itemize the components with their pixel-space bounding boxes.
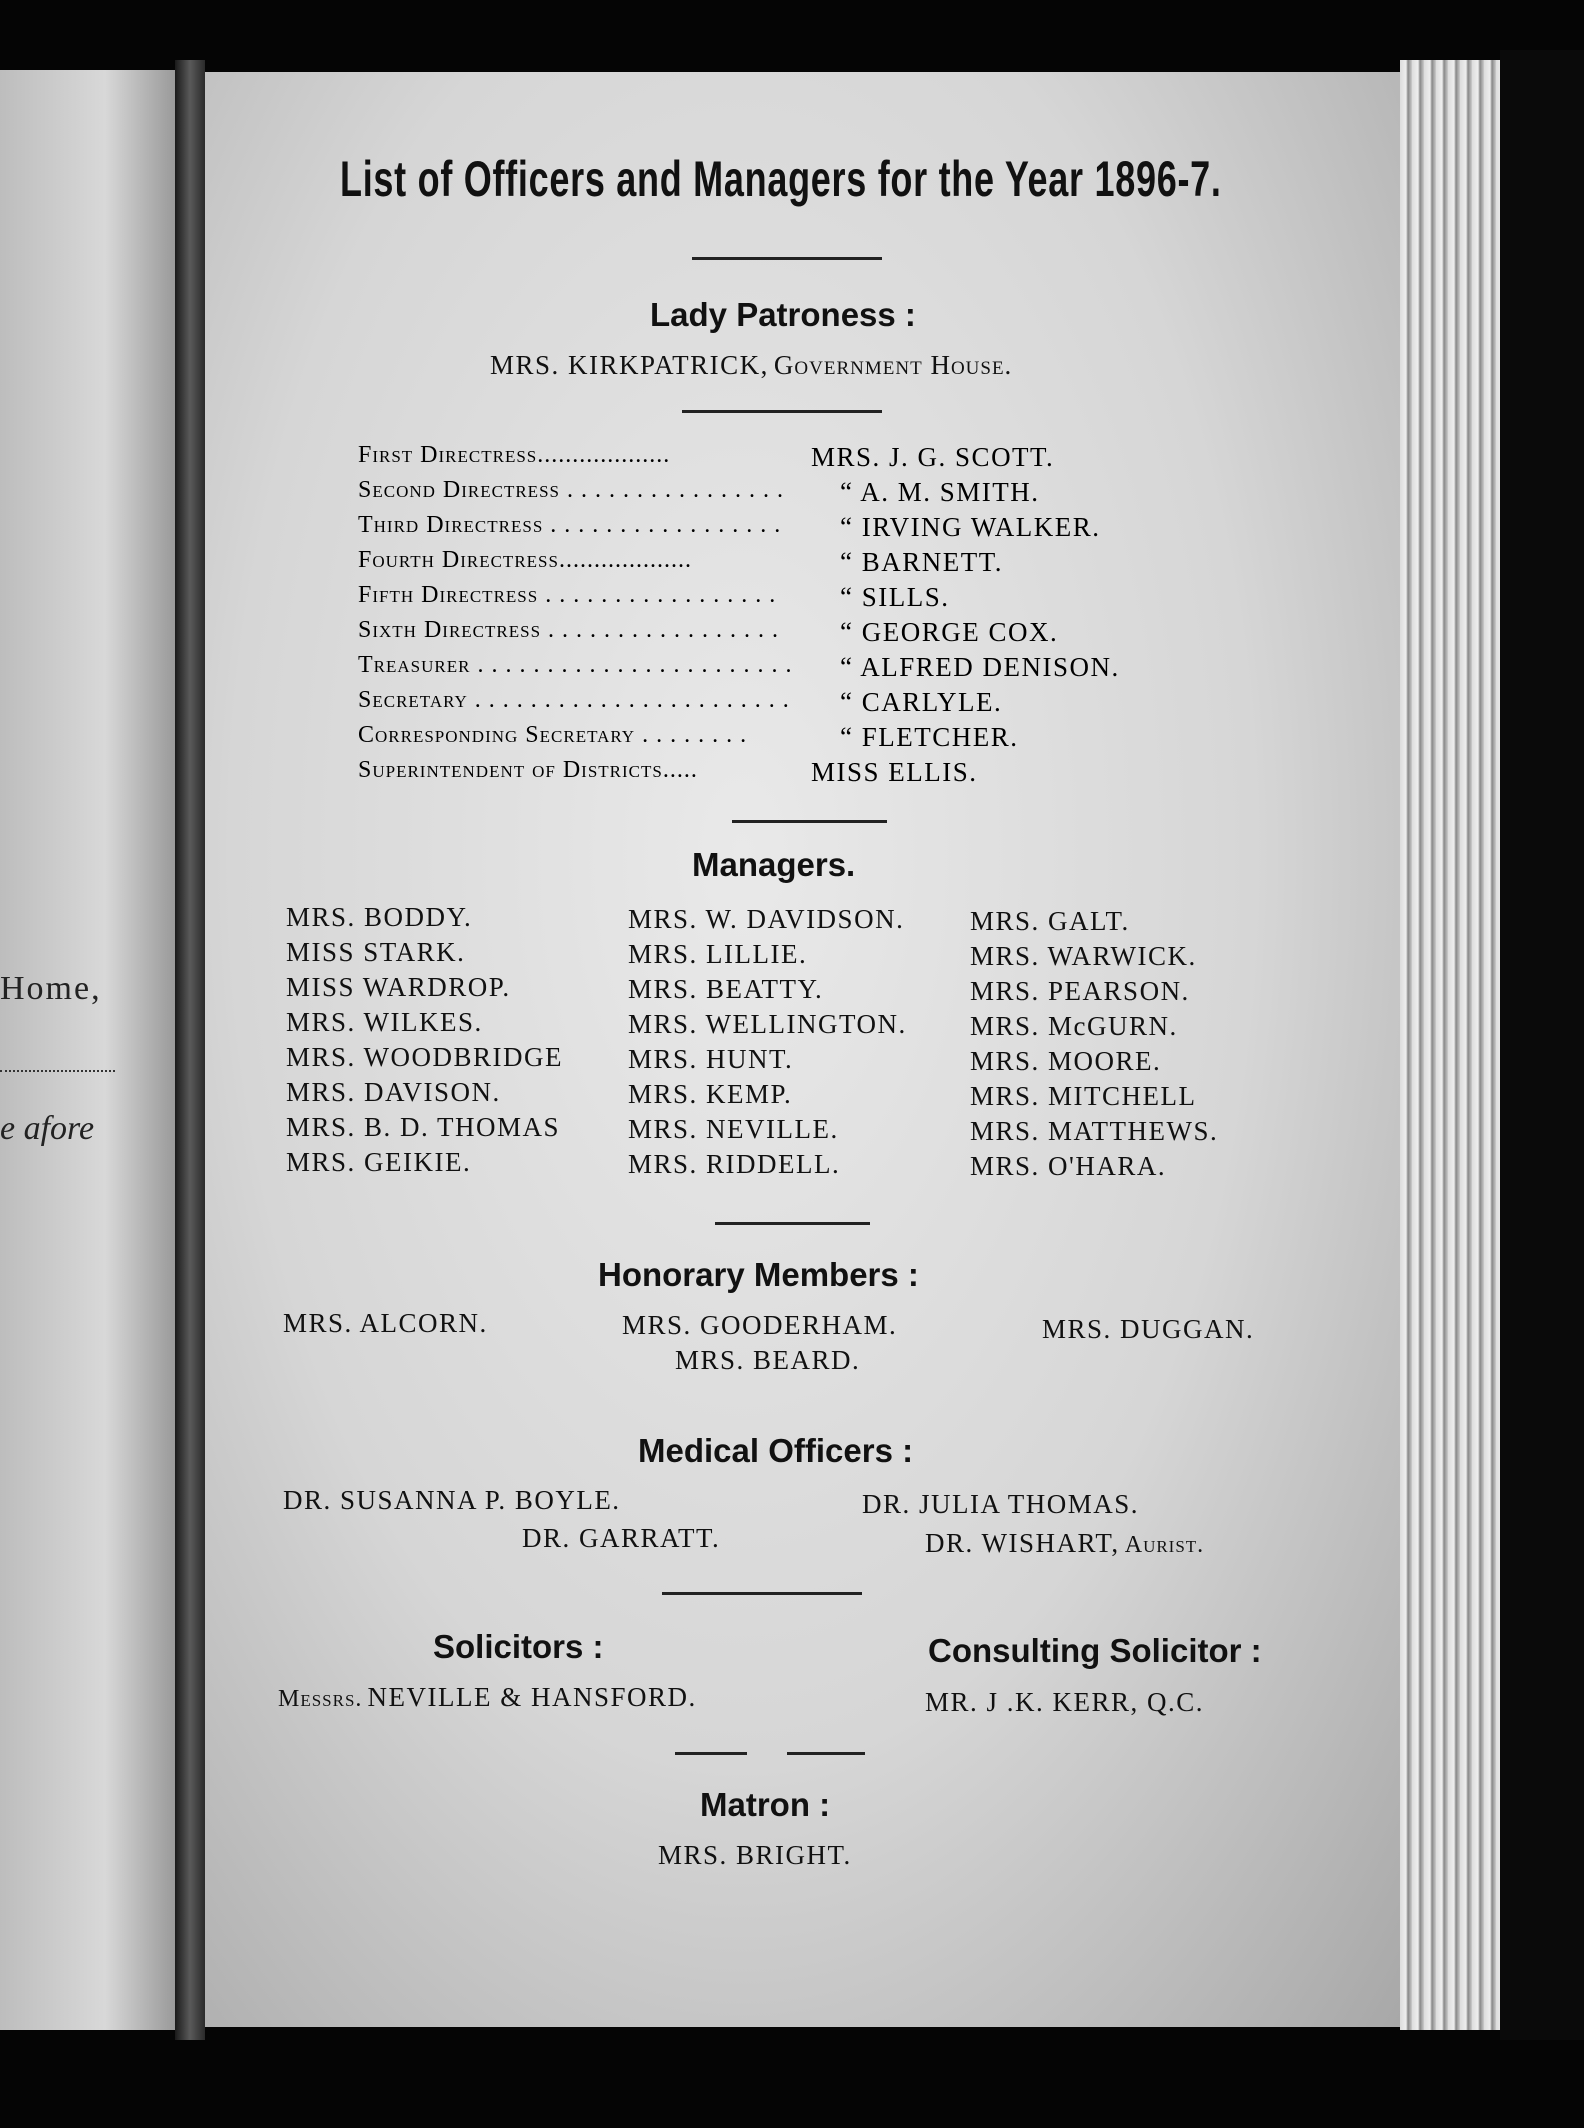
solicitors-heading: Solicitors : xyxy=(433,1628,604,1665)
officer-holder: “ A. M. SMITH. xyxy=(840,477,1040,507)
consulting-solicitor-heading: Consulting Solicitor : xyxy=(928,1632,1262,1669)
manager-name: MRS. GALT. xyxy=(970,906,1130,936)
solicitors-prefix: Messrs. xyxy=(278,1686,363,1712)
manager-name: MRS. O'HARA. xyxy=(970,1151,1167,1181)
manager-name: MRS. WARWICK. xyxy=(970,941,1197,971)
divider-rule xyxy=(675,1752,747,1755)
officer-row xyxy=(358,477,1178,511)
medical-officer-name: DR. GARRATT. xyxy=(522,1523,721,1553)
officer-role: Fifth Directress . . . . . . . . . . . . . . . . . xyxy=(358,582,777,608)
manager-name: MRS. W. DAVIDSON. xyxy=(628,904,905,934)
matron-heading: Matron : xyxy=(700,1786,831,1823)
manager-name: MRS. GEIKIE. xyxy=(286,1147,472,1177)
divider-rule xyxy=(787,1752,865,1755)
lady-patroness-name: MRS. KIRKPATRICK, xyxy=(490,350,769,380)
manager-name: MRS. MOORE. xyxy=(970,1046,1162,1076)
manager-name: MISS WARDROP. xyxy=(286,972,511,1002)
officer-holder: “ ALFRED DENISON. xyxy=(840,652,1120,682)
manager-name: MRS. BODDY. xyxy=(286,902,473,932)
managers-heading: Managers. xyxy=(692,846,856,883)
page-title: List of Officers and Managers for the Year 1896-7. xyxy=(340,151,1222,207)
officer-role: Corresponding Secretary . . . . . . . . xyxy=(358,722,748,748)
divider-rule xyxy=(732,820,887,823)
officer-row xyxy=(358,512,1178,546)
officer-row xyxy=(358,547,1178,581)
officer-holder: “ BARNETT. xyxy=(840,547,1003,577)
consulting-solicitor-name: MR. J .K. KERR, Q.C. xyxy=(925,1687,1205,1717)
officer-row xyxy=(358,582,1178,616)
manager-name: MRS. B. D. THOMAS xyxy=(286,1112,561,1142)
manager-name: MRS. WOODBRIDGE xyxy=(286,1042,564,1072)
medical-officer-name: DR. WISHART, xyxy=(925,1528,1120,1558)
lady-patroness-place: Government House. xyxy=(773,350,1013,380)
manager-name: MRS. NEVILLE. xyxy=(628,1114,839,1144)
manager-name: MRS. MATTHEWS. xyxy=(970,1116,1219,1146)
officer-row xyxy=(358,722,1178,756)
officer-row xyxy=(358,617,1178,651)
manager-name: MISS STARK. xyxy=(286,937,466,967)
manager-name: MRS. BEATTY. xyxy=(628,974,824,1004)
manager-name: MRS. WELLINGTON. xyxy=(628,1009,907,1039)
divider-rule xyxy=(715,1222,870,1225)
manager-name: MRS. McGURN. xyxy=(970,1011,1178,1041)
matron-name: MRS. BRIGHT. xyxy=(658,1840,852,1870)
medical-officer-name: DR. JULIA THOMAS. xyxy=(862,1489,1140,1519)
left-page xyxy=(0,70,175,2030)
manager-name: MRS. KEMP. xyxy=(628,1079,793,1109)
left-page-fragment-afore: e afore xyxy=(0,1110,95,1147)
officer-holder: “ GEORGE COX. xyxy=(840,617,1059,647)
officer-row xyxy=(358,687,1178,721)
left-page-fragment-home: Home, xyxy=(0,970,102,1007)
officer-holder: MRS. J. G. SCOTT. xyxy=(811,442,1055,472)
manager-name: MRS. LILLIE. xyxy=(628,939,808,969)
lady-patroness-heading: Lady Patroness : xyxy=(650,296,916,333)
officer-row xyxy=(358,442,1178,476)
manager-name: MRS. WILKES. xyxy=(286,1007,483,1037)
officer-role: Fourth Directress................... xyxy=(358,547,692,573)
officer-holder: “ CARLYLE. xyxy=(840,687,1003,717)
medical-officers-heading: Medical Officers : xyxy=(638,1432,914,1469)
officer-role: Third Directress . . . . . . . . . . . . . . . . . xyxy=(358,512,782,538)
left-page-dotted-rule xyxy=(0,1070,115,1072)
divider-rule xyxy=(692,257,882,260)
officer-role: Sixth Directress . . . . . . . . . . . . . . . . . xyxy=(358,617,780,643)
medical-officer-entry xyxy=(925,1528,1204,1559)
officer-holder: “ SILLS. xyxy=(840,582,950,612)
manager-name: MRS. HUNT. xyxy=(628,1044,794,1074)
book-cover-edge xyxy=(1500,50,1584,2040)
manager-name: MRS. DAVISON. xyxy=(286,1077,501,1107)
divider-rule xyxy=(662,1592,862,1595)
officer-holder: MISS ELLIS. xyxy=(811,757,978,787)
medical-officer-role: Aurist. xyxy=(1124,1532,1205,1558)
manager-name: MRS. MITCHELL xyxy=(970,1081,1197,1111)
officer-holder: “ IRVING WALKER. xyxy=(840,512,1101,542)
lady-patroness-entry xyxy=(490,350,1012,381)
officer-row xyxy=(358,757,1178,791)
book-gutter xyxy=(175,60,205,2040)
officer-role: Superintendent of Districts..... xyxy=(358,757,698,783)
honorary-member-name: MRS. DUGGAN. xyxy=(1042,1314,1255,1344)
honorary-members-heading: Honorary Members : xyxy=(598,1256,919,1293)
officer-role: Second Directress . . . . . . . . . . . . . . . . xyxy=(358,477,784,503)
manager-name: MRS. RIDDELL. xyxy=(628,1149,841,1179)
officer-row xyxy=(358,652,1178,686)
manager-name: MRS. PEARSON. xyxy=(970,976,1190,1006)
divider-rule xyxy=(682,410,882,413)
medical-officer-name: DR. SUSANNA P. BOYLE. xyxy=(283,1485,621,1515)
officer-role: Secretary . . . . . . . . . . . . . . . . . . . . . . . xyxy=(358,687,790,713)
officer-role: First Directress................... xyxy=(358,442,671,468)
officer-holder: “ FLETCHER. xyxy=(840,722,1019,752)
honorary-member-name: MRS. BEARD. xyxy=(675,1345,861,1375)
honorary-member-name: MRS. GOODERHAM. xyxy=(622,1310,898,1340)
officer-role: Treasurer . . . . . . . . . . . . . . . . . . . . . . . xyxy=(358,652,793,678)
solicitors-names: NEVILLE & HANSFORD. xyxy=(367,1682,697,1712)
solicitors-entry xyxy=(278,1682,697,1713)
honorary-member-name: MRS. ALCORN. xyxy=(283,1308,488,1338)
